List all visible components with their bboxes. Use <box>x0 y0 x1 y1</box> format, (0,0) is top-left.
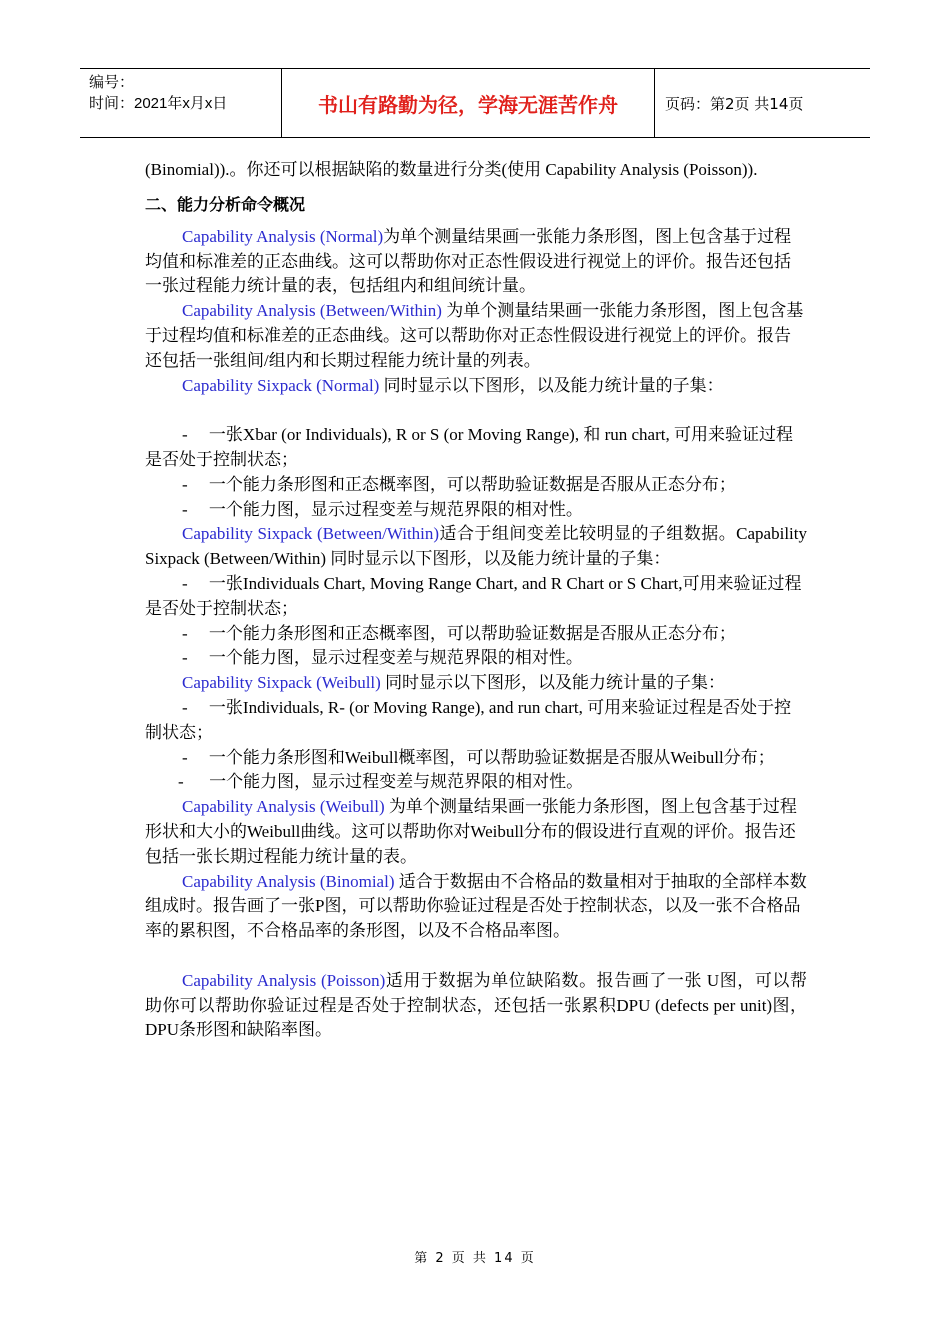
paragraph-sixpack-between-within <box>145 522 807 572</box>
bullet-text: 一个能力图，显示过程变差与规范界限的相对性。 <box>209 772 584 792</box>
bullet-marker: - <box>182 425 188 445</box>
term-link[interactable]: Capability Sixpack (Normal) <box>182 375 380 395</box>
time-label: 时间：2021年x月x日 <box>89 95 228 112</box>
paragraph-text: 适合于数据由不合格品的数量相对于抽取的全部样本数组成时。报告画了一张P图，可以帮助你验证过程是否处于控制状态，以及一张不合格品率的累积图，不合格品率的条形图，以及不合格品率图。 <box>145 871 807 941</box>
bullet-item <box>145 572 807 622</box>
paragraph-sixpack-weibull <box>145 671 807 696</box>
paragraph-text: 同时显示以下图形，以及能力统计量的子集： <box>379 375 724 395</box>
bullet-item <box>145 646 807 671</box>
bullet-text: 一个能力条形图和Weibull概率图，可以帮助验证数据是否服从Weibull分布； <box>208 747 775 767</box>
term-link[interactable]: Capability Analysis (Normal) <box>182 226 384 246</box>
bullet-marker: - <box>178 772 184 792</box>
bullet-marker: - <box>182 747 188 767</box>
bullet-item <box>145 622 807 647</box>
paragraph-text: 为单个测量结果画一张能力条形图，图上包含基于过程均值和标准差的正态曲线。这可以帮助你对正态性假设进行视觉上的评价。报告还包括一张过程能力统计量的表，包括组内和组间统计量。 <box>145 226 792 296</box>
term-link[interactable]: Capability Analysis (Weibull) <box>182 797 385 817</box>
term-link[interactable]: Capability Analysis (Between/Within) <box>182 301 442 321</box>
bullet-text: 一个能力条形图和正态概率图，可以帮助验证数据是否服从正态分布； <box>208 623 736 643</box>
header-page-label: 页码：第2页 共14页 <box>665 94 804 113</box>
term-link[interactable]: Capability Sixpack (Weibull) <box>182 673 381 693</box>
bullet-item <box>145 423 807 473</box>
number-label: 编号： <box>89 74 135 91</box>
header-table <box>80 68 870 138</box>
paragraph-text: 适合于组间变差比较明显的子组数据。Capability Sixpack (Between/Within) 同时显示以下图形，以及能力统计量的子集： <box>145 524 807 569</box>
intro-paragraph: (Binomial)).。你还可以根据缺陷的数量进行分类(使用 Capability Analysis (Poisson)). <box>145 160 758 179</box>
spacer <box>145 398 807 423</box>
paragraph-capability-normal <box>145 225 807 299</box>
paragraph-capability-poisson <box>145 969 807 1043</box>
bullet-text: 一个能力图，显示过程变差与规范界限的相对性。 <box>208 648 583 668</box>
paragraph-capability-weibull <box>145 795 807 869</box>
paragraph-text: 为单个测量结果画一张能力条形图，图上包含基于过程形状和大小的Weibull曲线。这可以帮助你对Weibull分布的假设进行直观的评价。报告还包括一张长期过程能力统计量的表。 <box>145 797 797 866</box>
term-link[interactable]: Capability Analysis (Binomial) <box>182 871 395 891</box>
bullet-marker: - <box>182 573 188 593</box>
paragraph-capability-binomial <box>145 870 807 944</box>
bullet-marker: - <box>182 499 188 519</box>
header-meta <box>80 69 282 137</box>
bullet-marker: - <box>182 697 188 717</box>
page-footer: 第 2 页 共 14 页 <box>414 1251 536 1266</box>
bullet-text: 一个能力图，显示过程变差与规范界限的相对性。 <box>208 499 583 519</box>
section-title: 二、能力分析命令概况 <box>145 194 306 214</box>
document-body <box>145 158 807 1043</box>
term-link[interactable]: Capability Analysis (Poisson) <box>182 970 386 990</box>
bullet-text: 一张Xbar (or Individuals), R or S (or Moving Range), 和 run chart, 可用来验证过程是否处于控制状态； <box>145 425 793 469</box>
bullet-item <box>145 770 807 795</box>
bullet-item <box>145 746 807 771</box>
bullet-text: 一张Individuals, R- (or Moving Range), and run chart, 可用来验证过程是否处于控制状态； <box>145 697 792 742</box>
bullet-marker: - <box>182 648 188 668</box>
bullet-item <box>145 473 807 498</box>
paragraph-capability-between-within <box>145 299 807 373</box>
paragraph-text: 适用于数据为单位缺陷数。报告画了一张 U图，可以帮助你可以帮助你验证过程是否处于控制状态，还包括一张累积DPU (defects per unit)图，DPU条形图和缺陷率图。 <box>145 970 807 1040</box>
bullet-marker: - <box>182 623 188 643</box>
term-link[interactable]: Capability Sixpack (Between/Within) <box>182 524 440 544</box>
bullet-item <box>145 498 807 523</box>
header-motto: 书山有路勤为径，学海无涯苦作舟 <box>282 69 655 137</box>
paragraph-text: 同时显示以下图形，以及能力统计量的子集： <box>380 673 726 693</box>
bullet-text: 一张Individuals Chart, Moving Range Chart, and R Chart or S Chart,可用来验证过程是否处于控制状态； <box>145 573 802 618</box>
bullet-marker: - <box>182 474 188 494</box>
paragraph-sixpack-normal <box>145 374 807 399</box>
bullet-item <box>145 696 807 746</box>
spacer <box>145 944 807 969</box>
paragraph-text: 为单个测量结果画一张能力条形图，图上包含基于过程均值和标准差的正态曲线。这可以帮助你对正态性假设进行视觉上的评价。报告还包括一张组间/组内和长期过程能力统计量的列表。 <box>145 301 804 370</box>
bullet-text: 一个能力条形图和正态概率图，可以帮助验证数据是否服从正态分布； <box>208 474 736 494</box>
